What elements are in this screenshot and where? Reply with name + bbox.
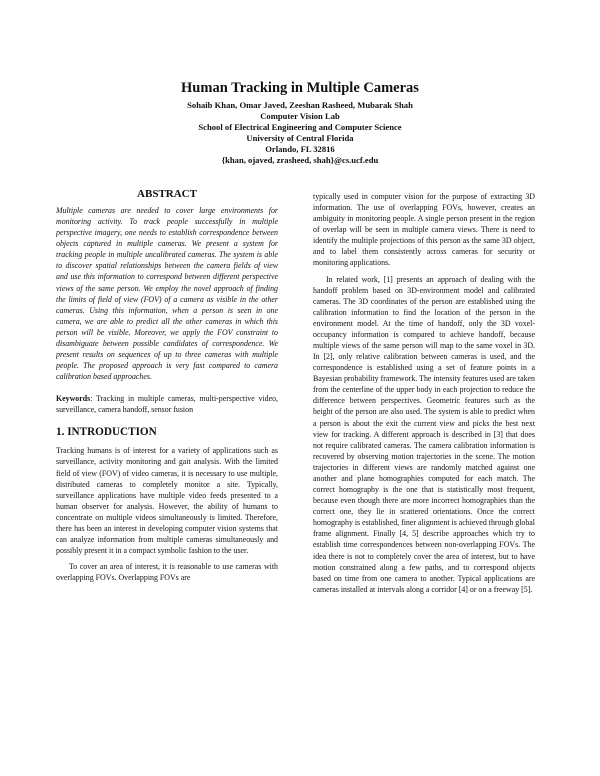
left-column xyxy=(56,188,278,583)
author-emails: {khan, ojaved, zrasheed, shah}@cs.ucf.edu xyxy=(221,155,379,166)
abstract-heading: ABSTRACT xyxy=(137,188,197,200)
keywords xyxy=(56,393,278,415)
author-university: University of Central Florida xyxy=(246,133,354,144)
author-school: School of Electrical Engineering and Computer Science xyxy=(198,122,402,133)
paper-title: Human Tracking in Multiple Cameras xyxy=(181,80,419,96)
right-column xyxy=(313,191,535,595)
intro-paragraph-1: Tracking humans is of interest for a variety of applications such as surveillance, activity monitoring and gait analysis. With the limited field of view (FOV) of video cameras, it is necessary to use multiple, distributed cameras to completely monitor a site. Typically, surveillance applications have multiple video feeds presented to a human observer for analysis. However, the ability of humans to concentrate on multiple videos simultaneously is limited. Therefore, there has been an interest in developing computer vision systems that can analyze information from multiple cameras simultaneously and possibly present it in a compact symbolic fashion to the user. xyxy=(56,446,278,556)
intro-paragraph-4: In related work, [1] presents an approach of dealing with the handoff problem based on 3D-environment model and calibrated cameras. The 3D coordinates of the person are established using the calibration information to find the location of the person in the environment model. At the time of handoff, only the 3D voxel-occupancy information is compared to achieve handoff, because multiple views of the same person will map to the same voxel in 3D. In [2], only relative calibration between cameras is used, and the correspondence is established using a set of feature points in a Bayesian probability framework. The intensity features used are taken from the centerline of the upper body in each projection to reduce the difference between perspectives. Geometric features such as the height of the person are also used. The system is able to predict when a person is about the exit the current view and picks the best next view for tracking. A different approach is described in [3] that does not require calibrated cameras. The camera calibration information is recovered by observing motion trajectories in the scene. The motion trajectories in different views are randomly matched against one another and plane homographies computed for each match. The correct homography is the one that is statistically most frequent, because even though there are more incorrect homographies than the correct one, they lie in scattered orientations. Once the correct homography is established, finer alignment is achieved through global frame alignment. Finally [4, 5] describe approaches which try to establish time correspondences between non-overlapping FOVs. The idea there is not to completely cover the area of interest, but to have motion constrained along a few paths, and to correspond objects based on time from one camera to another. Typical applications are cameras installed at intervals along a corridor [4] or on a freeway [5]. xyxy=(313,274,535,594)
intro-paragraph-2: To cover an area of interest, it is reasonable to use cameras with overlapping FOVs. Overlapping FOVs are xyxy=(56,562,278,583)
author-city: Orlando, FL 32816 xyxy=(265,144,335,155)
author-names: Sohaib Khan, Omar Javed, Zeeshan Rasheed, Mubarak Shah xyxy=(187,100,413,110)
keywords-label: Keywords xyxy=(56,394,91,404)
intro-paragraph-3: typically used in computer vision for the purpose of extracting 3D information. The use of overlapping FOVs, however, creates an ambiguity in monitoring people. A single person present in the region of overlap will be seen in multiple camera views. There is need to identify the multiple projections of this person as the same 3D object, and to label them consistently across cameras for security or monitoring applications. xyxy=(313,192,535,268)
author-block xyxy=(0,100,600,167)
intro-heading: 1. INTRODUCTION xyxy=(56,426,157,439)
abstract-text: Multiple cameras are needed to cover large environments for monitoring activity. To track people successfully in multiple perspective imagery, one needs to establish correspondence between objects captured in multiple cameras. We present a system for tracking people in multiple uncalibrated cameras. The system is able to discover spatial relationships between the camera fields of view and use this information to correspond between different perspective views of the same person. We employ the novel approach of finding the limits of field of view (FOV) of a camera as visible in the other cameras. Using this information, when a person is seen in one camera, we are able to predict all the other cameras in which this person will be visible. Moreover, we apply the FOV constraint to disambiguate between possible candidates of correspondence. We present results on sequences of up to three cameras with multiple people. The proposed approach is very fast compared to camera calibration based approaches. xyxy=(56,206,278,382)
keywords-text: : Tracking in multiple cameras, multi-perspective video, surveillance, camera handoff, sensor fusion xyxy=(56,394,278,415)
author-lab: Computer Vision Lab xyxy=(260,111,340,122)
